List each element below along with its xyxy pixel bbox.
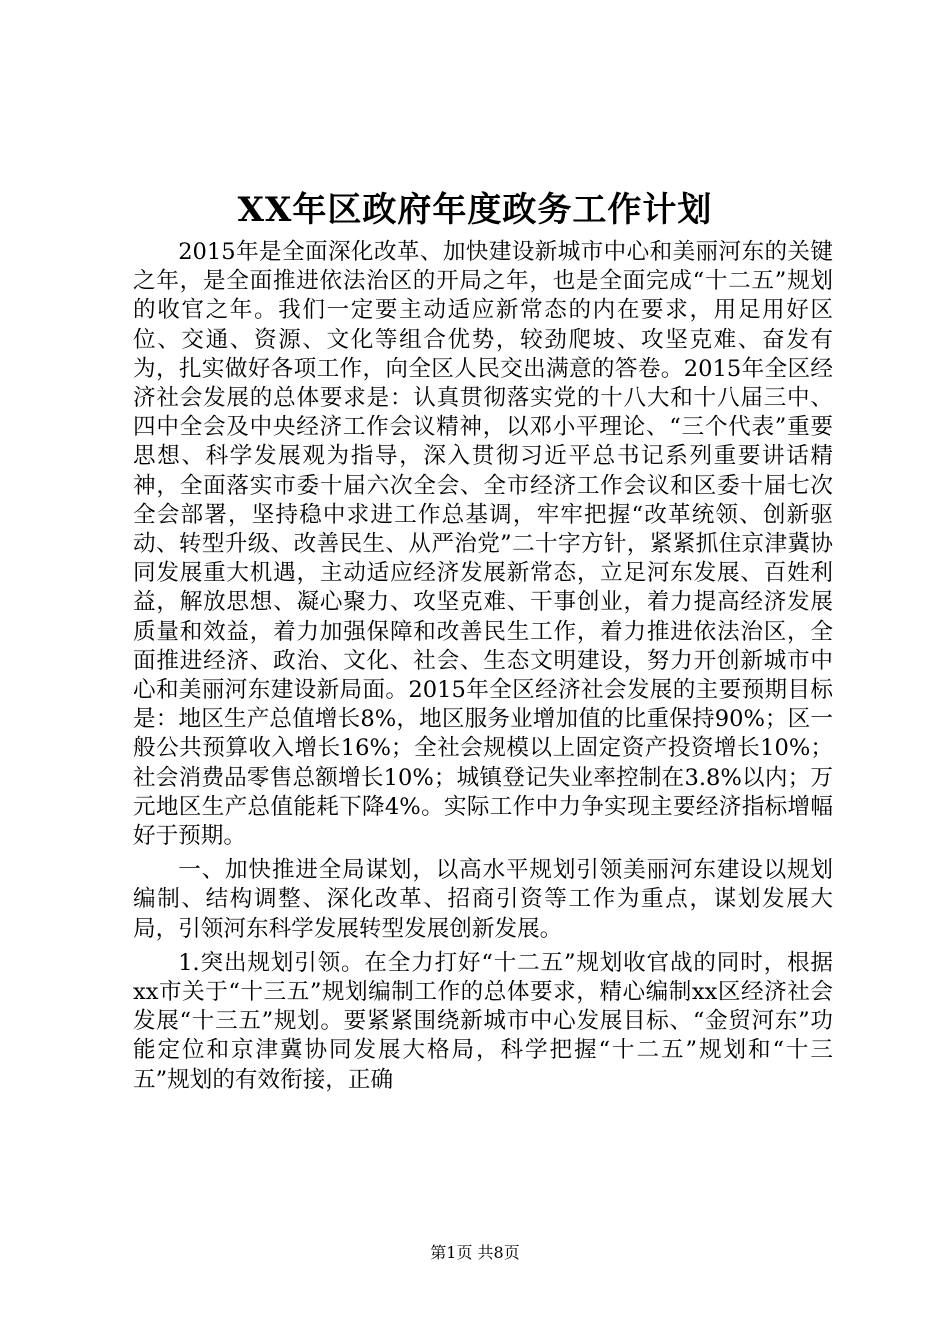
- paragraph-section-one: 一、加快推进全局谋划，以高水平规划引领美丽河东建设以规划编制、结构调整、深化改革、招商引资等工作为重点，谋划发展大局，引领河东科学发展转型发展创新发展。: [133, 857, 833, 942]
- page-number-footer: 第1页 共8页: [430, 1243, 520, 1262]
- paragraph-item-one: 1.突出规划引领。在全力打好“十二五”规划收官战的同时，根据xx市关于“十三五”规划编制工作的总体要求，精心编制xx区经济社会发展“十三五”规划。要紧紧围绕新城市中心发展目标、“金贸河东”功能定位和京津冀协同发展大格局，科学把握“十二五”规划和“十三五”规划的有效衔接，正确: [133, 949, 833, 1093]
- document-title: XX年区政府年度政务工作计划: [237, 190, 713, 230]
- paragraph-intro: 2015年是全面深化改革、加快建设新城市中心和美丽河东的关键之年，是全面推进依法治区的开局之年，也是全面完成“十二五”规划的收官之年。我们一定要主动适应新常态的内在要求，用足用好区位、交通、资源、文化等组合优势，较劲爬坡、攻坚克难、奋发有为，扎实做好各项工作，向全区人民交出满意的答卷。2015年全区经济社会发展的总体要求是：认真贯彻落实党的十八大和十八届三中、四中全会及中央经济工作会议精神，以邓小平理论、“三个代表”重要思想、科学发展观为指导，深入贯彻习近平总书记系列重要讲话精神，全面落实市委十届六次全会、全市经济工作会议和区委十届七次全会部署，坚持稳中求进工作总基调，牢牢把握“改革统领、创新驱动、转型升级、改善民生、从严治党”二十字方针，紧紧抓住京津冀协同发展重大机遇，主动适应经济发展新常态，立足河东发展、百姓利益，解放思想、凝心聚力、攻坚克难、干事创业，着力提高经济发展质量和效益，着力加强保障和改善民生工作，着力推进依法治区，全面推进经济、政治、文化、社会、生态文明建设，努力开创新城市中心和美丽河东建设新局面。2015年全区经济社会发展的主要预期目标是：地区生产总值增长8%，地区服务业增加值的比重保持90%；区一般公共预算收入增长16%；全社会规模以上固定资产投资增长10%；社会消费品零售总额增长10%；城镇登记失业率控制在3.8%以内；万元地区生产总值能耗下降4%。实际工作中力争实现主要经济指标增幅好于预期。: [133, 239, 833, 850]
- document-body: [133, 238, 833, 1095]
